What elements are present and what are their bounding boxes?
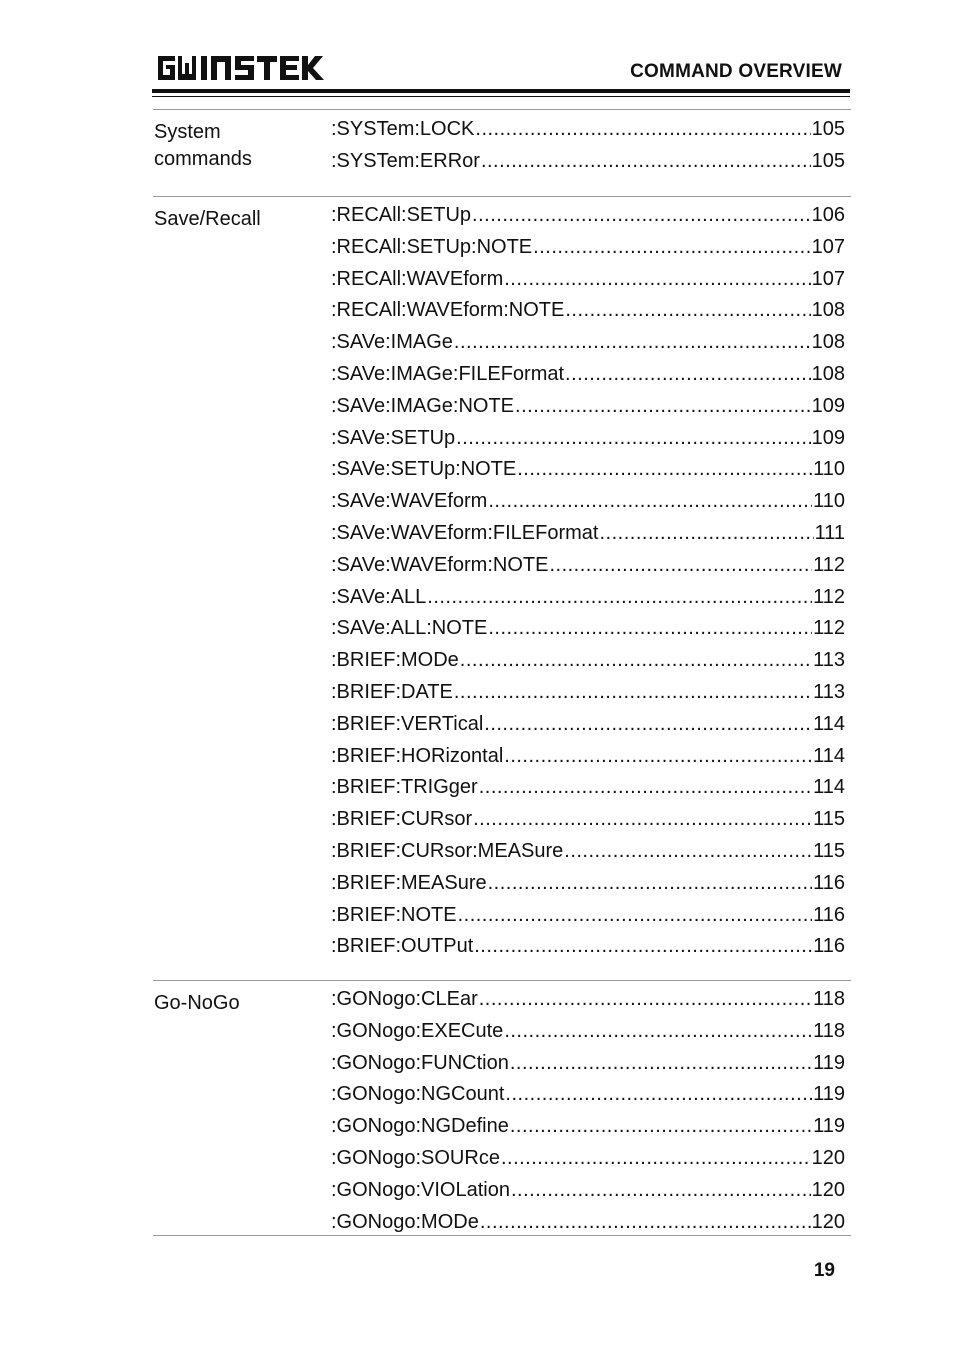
command-entry [331,296,845,324]
dot-leader [480,1208,811,1236]
command-name: :SAVe:SETUp [331,426,456,449]
command-name: :GONogo:SOURce [331,1147,500,1169]
command-entry [331,360,845,388]
command-entry [331,455,845,483]
command-entry [331,201,845,229]
command-name: :GONogo:NGCount [331,1083,505,1106]
command-entry [331,869,845,897]
page-number: 19 [813,1260,835,1281]
command-name: :SAVe:IMAGe:NOTE [331,394,515,417]
command-entry [331,614,845,642]
page-reference: 111 [814,522,845,544]
page-reference: 110 [813,490,845,513]
command-name: :BRIEF:CURsor:MEASure [331,840,564,862]
command-entry [331,147,845,175]
command-name: :GONogo:EXECute [331,1019,504,1042]
command-name: :SAVe:ALL [331,585,427,608]
command-name: :RECAll:SETUp:NOTE [331,235,533,258]
command-entry [331,1176,845,1204]
command-name: :RECAll:WAVEform:NOTE [331,299,565,322]
gw-instek-logo [155,52,327,84]
dot-leader [484,710,812,738]
command-entry [331,1017,845,1045]
page-reference: 120 [811,1178,845,1201]
section-divider [153,196,851,197]
dot-leader [565,296,810,324]
dot-leader [599,519,813,547]
page-reference: 113 [813,649,845,672]
section-label: Save/Recall [154,208,261,230]
dot-leader [504,1017,812,1045]
page-reference: 110 [813,458,845,481]
dot-leader [501,1144,811,1172]
dot-leader [504,265,810,293]
dot-leader [511,1176,811,1204]
command-entry [331,773,845,801]
dot-leader [488,869,813,897]
logo-mark [155,52,327,84]
header-title: COMMAND OVERVIEW [630,61,842,82]
command-name: :SAVe:ALL:NOTE [331,617,488,640]
page-reference: 113 [813,681,845,703]
section-label: Go-NoGo [154,992,240,1014]
page-reference: 105 [811,118,845,140]
section-label: System commands [154,121,252,170]
command-entry [331,742,845,770]
command-name: :SYSTem:ERRor [331,149,480,172]
command-name: :GONogo:MODe [331,1210,479,1233]
command-name: :GONogo:CLEar [331,988,478,1010]
dot-leader [458,901,813,929]
page-reference: 119 [813,1115,845,1138]
command-entry [331,678,845,706]
command-name: :SAVe:IMAGe:FILEFormat [331,363,565,385]
command-entry [331,233,845,261]
dot-leader [479,773,812,801]
page-reference: 107 [811,235,845,258]
command-name: :GONogo:VIOLation [331,1178,510,1201]
page-reference: 114 [813,712,845,735]
command-name: :BRIEF:TRIGger [331,776,478,799]
dot-leader [472,201,811,229]
dot-leader [481,147,811,175]
command-entry [331,1080,845,1108]
section-divider [153,109,851,110]
dot-leader [454,328,811,356]
dot-leader [479,985,812,1013]
page-reference: 108 [811,299,845,322]
command-entry [331,901,845,929]
dot-leader [565,360,811,388]
command-entry [331,932,845,960]
command-entry [331,424,845,452]
command-entry [331,115,845,143]
command-name: :BRIEF:VERTical [331,712,484,735]
command-name: :RECAll:WAVEform [331,267,504,290]
page-reference: 108 [811,331,845,354]
page-reference: 115 [813,840,845,862]
page-reference: 105 [811,149,845,172]
header-rule [152,89,850,93]
command-name: :BRIEF:NOTE [331,903,457,926]
dot-leader [454,678,812,706]
page-reference: 120 [811,1210,845,1233]
page-reference: 120 [811,1147,845,1169]
dot-leader [510,1112,812,1140]
command-entry [331,837,845,865]
section-divider [153,980,851,981]
dot-leader [510,1049,812,1077]
command-name: :SAVe:SETUp:NOTE [331,458,517,481]
page-reference: 108 [811,363,845,385]
page-reference: 116 [813,871,845,894]
dot-leader [474,932,812,960]
dot-leader [473,805,812,833]
command-entry [331,805,845,833]
command-entry [331,1208,845,1236]
page-reference: 112 [813,585,845,608]
dot-leader [456,424,810,452]
command-name: :RECAll:SETUp [331,204,472,226]
dot-leader [533,233,810,261]
page-reference: 106 [811,204,845,226]
dot-leader [460,646,812,674]
command-name: :SYSTem:LOCK [331,118,475,140]
page-reference: 116 [813,935,845,958]
command-entry [331,1144,845,1172]
page-reference: 112 [813,617,845,640]
command-name: :GONogo:NGDefine [331,1115,509,1138]
command-entry [331,392,845,420]
command-entry [331,710,845,738]
dot-leader [475,115,810,143]
dot-leader [504,742,812,770]
command-name: :GONogo:FUNCtion [331,1051,509,1074]
dot-leader [488,487,812,515]
section-divider [153,1235,851,1236]
dot-leader [549,551,812,579]
command-name: :BRIEF:DATE [331,681,453,703]
dot-leader [427,583,812,611]
page-reference: 114 [813,744,845,767]
command-entry [331,1049,845,1077]
page-reference: 109 [811,394,845,417]
command-name: :BRIEF:MODe [331,649,459,672]
page-reference: 118 [813,1019,845,1042]
page-reference: 119 [813,1083,845,1106]
page-reference: 114 [813,776,845,799]
command-entry [331,487,845,515]
command-name: :SAVe:WAVEform:NOTE [331,553,549,576]
dot-leader [515,392,811,420]
page-reference: 109 [811,426,845,449]
command-entry [331,551,845,579]
command-name: :BRIEF:CURsor [331,808,473,831]
page-reference: 116 [813,903,845,926]
command-name: :BRIEF:HORizontal [331,744,504,767]
page-reference: 112 [813,553,845,576]
page-reference: 119 [813,1051,845,1074]
dot-leader [505,1080,812,1108]
command-name: :SAVe:IMAGe [331,331,453,354]
dot-leader [517,455,812,483]
command-name: :BRIEF:OUTPut [331,935,474,958]
command-entry [331,1112,845,1140]
dot-leader [488,614,812,642]
command-entry [331,519,845,547]
page-reference: 115 [813,808,845,831]
command-name: :BRIEF:MEASure [331,871,487,894]
command-entry [331,583,845,611]
dot-leader [564,837,812,865]
header-rule-thin [152,96,850,97]
command-entry [331,985,845,1013]
command-entry [331,646,845,674]
command-name: :SAVe:WAVEform:FILEFormat [331,522,599,544]
page-reference: 118 [813,988,845,1010]
command-entry [331,328,845,356]
command-entry [331,265,845,293]
page-reference: 107 [811,267,845,290]
command-name: :SAVe:WAVEform [331,490,488,513]
